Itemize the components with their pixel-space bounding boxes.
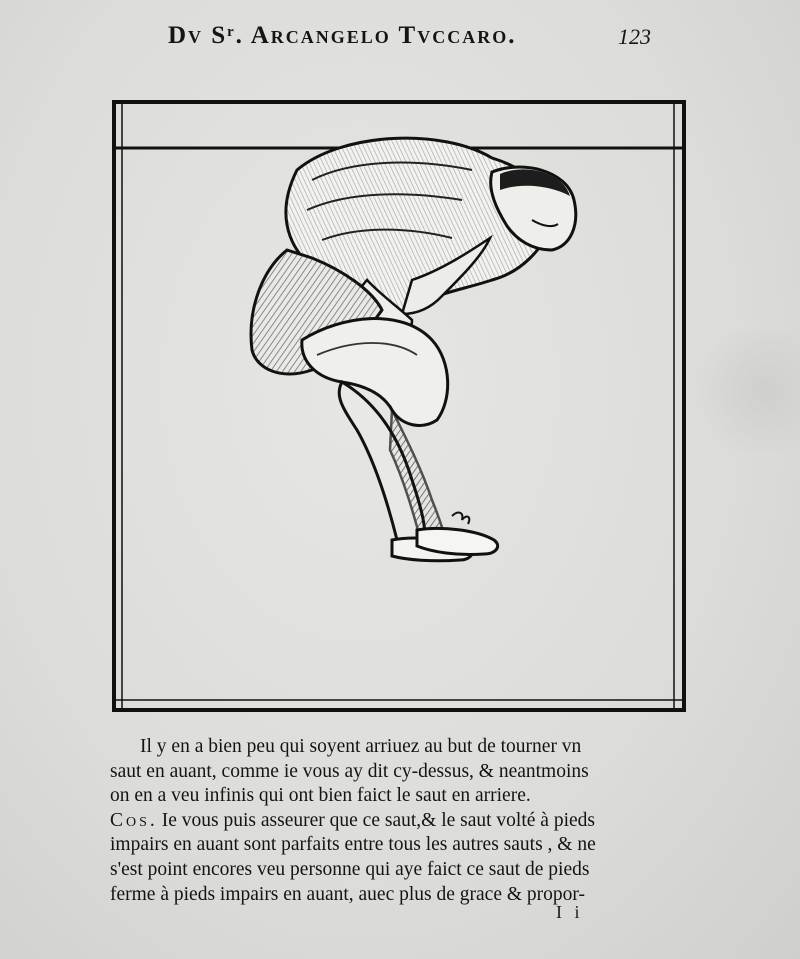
page-number: 123 <box>618 24 651 49</box>
woodcut-illustration <box>112 100 686 712</box>
text-line: Il y en a bien peu qui soyent arriuez au but de tourner vn <box>140 736 582 757</box>
crouching-acrobat-figure <box>112 100 686 712</box>
text-line: saut en auant, comme ie vous ay dit cy-dessus, & neantmoins <box>110 760 589 782</box>
running-title: Dv Sʳ. Arcangelo Tvccaro. <box>168 22 517 49</box>
text-line: s'est point encores veu personne qui aye faict ce saut de pieds <box>110 858 590 880</box>
body-text <box>110 735 670 907</box>
text-line: impairs en auant sont parfaits entre tous les autres sauts , & ne <box>110 834 596 856</box>
running-head <box>0 22 800 56</box>
dialogue-line <box>110 809 670 834</box>
shoe-bow <box>452 513 469 524</box>
paper-stain <box>680 330 800 450</box>
signature-mark: I i <box>556 902 584 922</box>
text-line: ferme à pieds impairs en auant, auec plus de grace & propor- <box>110 883 585 905</box>
text-line: on en a veu infinis qui ont bien faict le saut en arriere. <box>110 785 531 807</box>
text-line: Ie vous puis asseurer que ce saut,& le saut volté à pieds <box>161 809 595 831</box>
speaker-name: Cos. <box>110 809 158 831</box>
shoe-right <box>417 528 498 554</box>
